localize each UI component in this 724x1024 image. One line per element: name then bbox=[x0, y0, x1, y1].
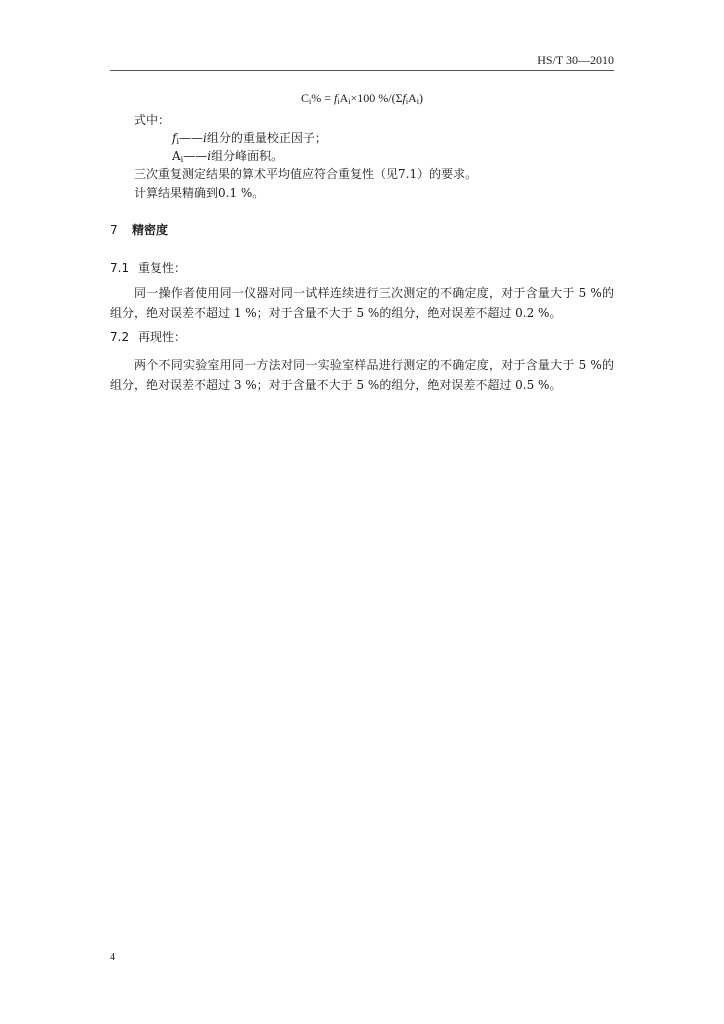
formula-close: ) bbox=[419, 91, 424, 105]
formula-a-sub: i bbox=[348, 97, 351, 106]
formula-mid: ×100 %/(Σ bbox=[350, 91, 403, 105]
def-text: 组分的重量校正因子； bbox=[206, 131, 327, 145]
section-7-1-heading bbox=[110, 260, 186, 276]
def-text: 组分峰面积。 bbox=[211, 149, 284, 163]
formula-f2: f bbox=[402, 91, 406, 105]
formula-lhs-sub: i bbox=[308, 97, 312, 106]
formula-a: A bbox=[339, 91, 349, 105]
def-symbol: f bbox=[172, 131, 177, 145]
formula-f-sub: i bbox=[337, 97, 340, 106]
formula-a2-sub: i bbox=[416, 97, 420, 106]
section-7-2-number: 7.2 bbox=[110, 330, 130, 344]
def-dash: —— bbox=[179, 131, 204, 145]
section-7-1-body: 同一操作者使用同一仪器对同一试样连续进行三次测定的不确定度，对于含量大于 5 %的组分，绝对误差不超过 1 %；对于含量不大于 5 %的组分，绝对误差不超过 0.2 %。 bbox=[110, 286, 614, 320]
note-precision: 计算结果精确到0.1 %。 bbox=[134, 186, 265, 200]
section-7-title: 精密度 bbox=[132, 223, 169, 237]
header-rule bbox=[110, 70, 614, 71]
section-7-heading bbox=[110, 222, 168, 238]
def-dash: —— bbox=[183, 149, 208, 163]
section-7-2-heading bbox=[110, 329, 186, 345]
definition-f bbox=[172, 130, 327, 150]
section-7-2-body: 两个不同实验室用同一方法对同一实验室样品进行测定的不确定度，对于含量大于 5 %的组分，绝对误差不超过 3 %；对于含量不大于 5 %的组分，绝对误差不超过 0.5 %。 bbox=[110, 358, 614, 392]
formula bbox=[0, 91, 724, 106]
def-symbol: A bbox=[172, 149, 181, 163]
def-symbol-sub: i bbox=[176, 137, 180, 146]
where-label: 式中： bbox=[134, 113, 171, 127]
formula-eq: % = bbox=[311, 91, 334, 105]
formula-lhs: C bbox=[300, 91, 309, 105]
page-number: 4 bbox=[110, 952, 115, 963]
def-symbol-sub: i bbox=[180, 155, 184, 164]
section-7-1-number: 7.1 bbox=[110, 261, 130, 275]
section-7-1-title: 重复性： bbox=[138, 261, 187, 275]
formula-a2: A bbox=[408, 91, 417, 105]
section-7-2-title: 再现性： bbox=[138, 330, 187, 344]
document-code: HS/T 30—2010 bbox=[537, 53, 614, 67]
def-var: i bbox=[207, 149, 212, 163]
note-repeatability: 三次重复测定结果的算术平均值应符合重复性（见7.1）的要求。 bbox=[134, 167, 478, 181]
def-var: i bbox=[203, 131, 207, 145]
formula-f2-sub: i bbox=[405, 97, 409, 106]
definition-a bbox=[172, 148, 283, 168]
section-7-number: 7 bbox=[110, 223, 118, 237]
formula-f: f bbox=[333, 91, 338, 105]
